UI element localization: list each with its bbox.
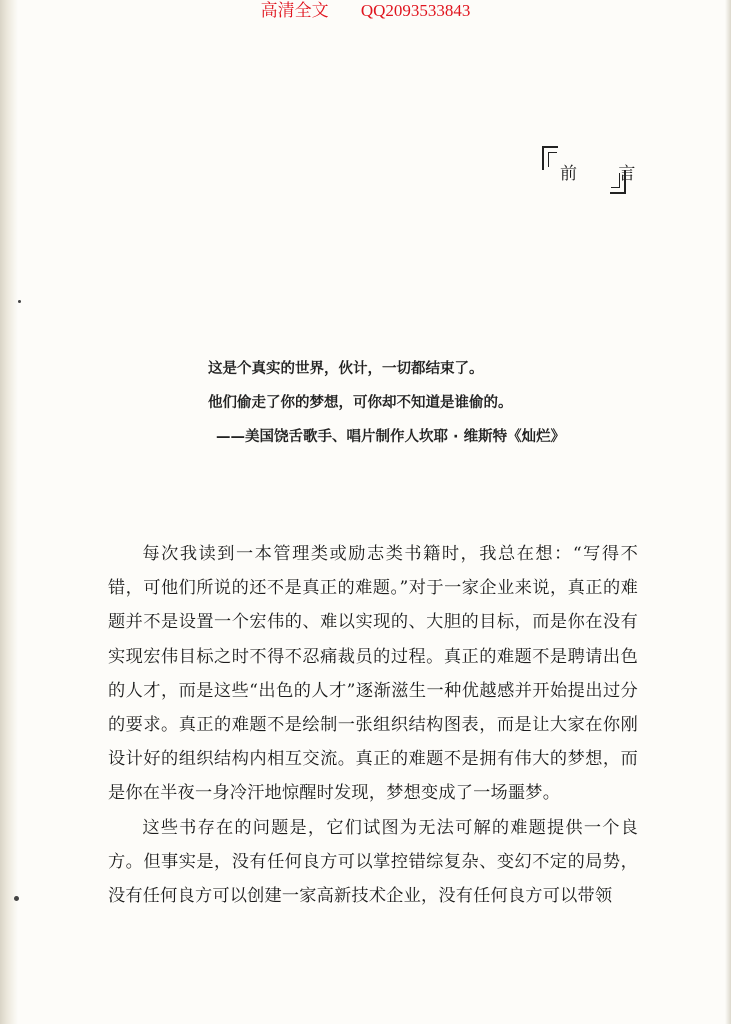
paragraph-1: 每次我读到一本管理类或励志类书籍时，我总在想：“写得不错，可他们所说的还不是真正的难题。”对于一家企业来说，真正的难题并不是设置一个宏伟的、难以实现的、大胆的目标，而是你在没有实现宏伟目标之时不得不忍痛裁员的过程。真正的难题不是聘请出色的人才，而是这些“出色的人才”逐渐滋生一种优越感并开始提出过分的要求。真正的难题不是绘制一张组织结构图表，而是让大家在你刚设计好的组织结构内相互交流。真正的难题不是拥有伟大的梦想，而是你在半夜一身冷汗地惊醒时发现，梦想变成了一场噩梦。 (108, 544, 638, 804)
epigraph (208, 352, 648, 454)
chapter-title: 前 言 (560, 164, 654, 184)
epigraph-line-2: 他们偷走了你的梦想，可你却不知道是谁偷的。 (208, 395, 513, 411)
epigraph-line-1: 这是个真实的世界，伙计，一切都结束了。 (208, 361, 484, 377)
watermark (0, 0, 731, 22)
corner-bracket-bottom-right (610, 170, 626, 194)
watermark-contact: QQ2093533843 (360, 1, 471, 20)
watermark-title: 高清全文 (260, 1, 329, 20)
scan-edge-left (0, 0, 18, 1024)
scan-edge-right (725, 0, 731, 1024)
corner-bracket-top-left (542, 146, 558, 170)
scan-speck (14, 896, 19, 901)
epigraph-attribution: ——美国饶舌歌手、唱片制作人坎耶 · 维斯特《灿烂》 (216, 429, 566, 445)
paragraph-2: 这些书存在的问题是，它们试图为无法可解的难题提供一个良方。但事实是，没有任何良方可以掌控错综复杂、变幻不定的局势，没有任何良方可以创建一家高新技术企业，没有任何良方可以带领 (108, 817, 638, 907)
chapter-heading (542, 146, 654, 194)
scan-speck (18, 300, 21, 303)
body-text (108, 537, 638, 913)
